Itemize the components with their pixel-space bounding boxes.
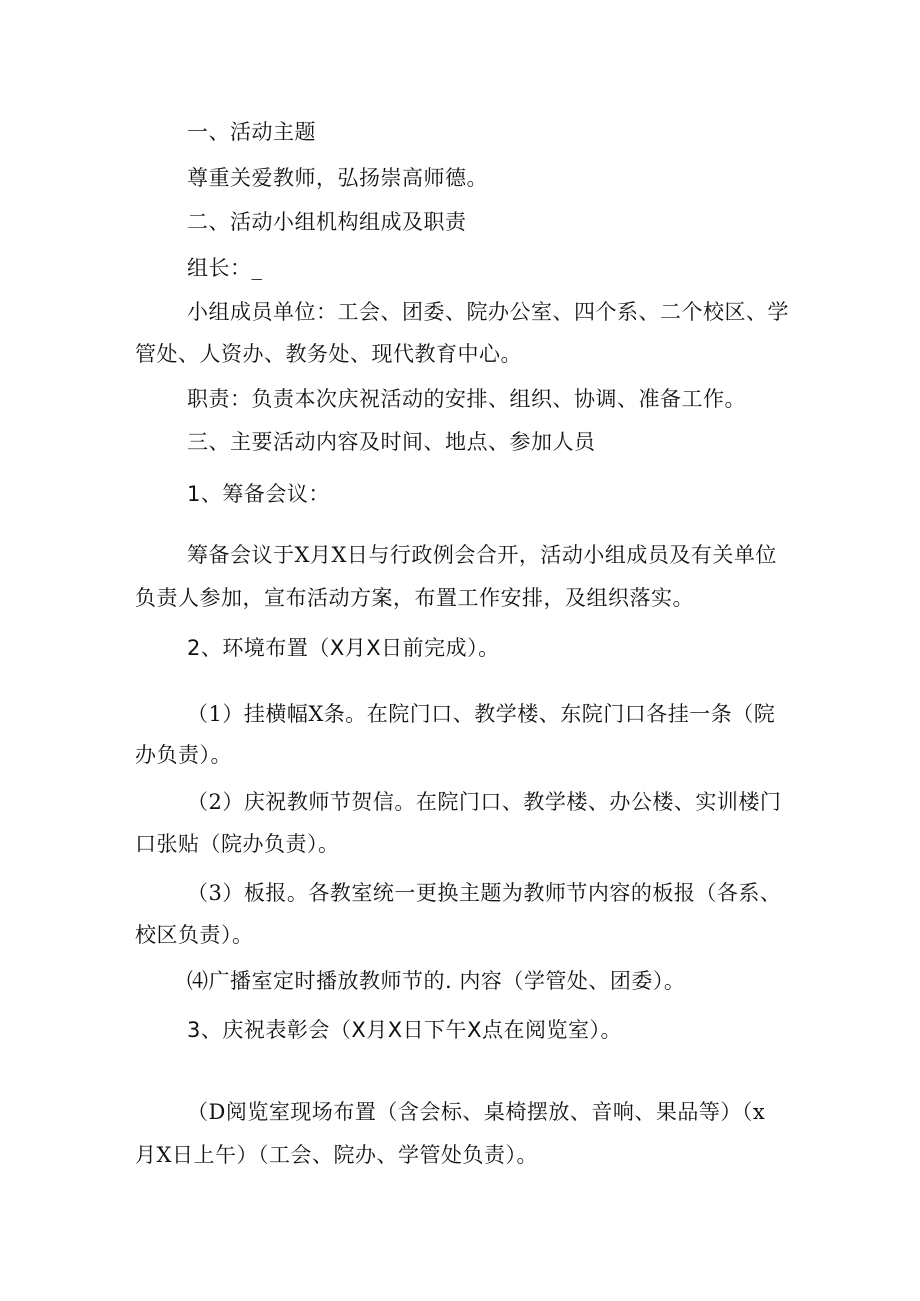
sub-item-banner-line-2: 办负责）。 <box>135 743 232 767</box>
sub-item-board-line-2: 校区负责）。 <box>135 923 254 947</box>
sub-item-broadcast: ⑷广播室定时播放教师节的. 内容（学管处、团委）。 <box>187 969 686 993</box>
sub-item-letter-line-1: （2）庆祝教师节贺信。在院门口、教学楼、办公楼、实训楼门 <box>187 790 782 814</box>
members-line-1: 小组成员单位：工会、团委、院办公室、四个系、二个校区、学 <box>187 300 789 324</box>
sub-item-venue-line-2: 月X日上午）（工会、院办、学管处负责）。 <box>135 1143 538 1167</box>
theme-text: 尊重关爱教师，弘扬崇高师德。 <box>187 166 488 190</box>
sub-item-banner-line-1: （1）挂横幅X条。在院门口、教学楼、东院门口各挂一条（院 <box>187 702 776 726</box>
heading-activity-theme: 一、活动主题 <box>187 120 316 144</box>
sub-item-letter-line-2: 口张贴（院办负责）。 <box>135 832 340 856</box>
item-prep-meeting: 1、筹备会议： <box>187 482 330 506</box>
sub-item-board-line-1: （3）板报。各教室统一更换主题为教师节内容的板报（各系、 <box>187 881 782 905</box>
item-environment-setup: 2、环境布置（X月X日前完成）。 <box>187 636 500 660</box>
members-line-2: 管处、人资办、教务处、现代教育中心。 <box>135 342 522 366</box>
prep-meeting-line-2: 负责人参加，宣布活动方案，布置工作安排，及组织落实。 <box>135 586 694 610</box>
duties-line: 职责：负责本次庆祝活动的安排、组织、协调、准备工作。 <box>187 387 746 411</box>
heading-organization: 二、活动小组机构组成及职责 <box>187 210 467 234</box>
item-celebration-meeting: 3、庆祝表彰会（X月X日下午X点在阅览室）。 <box>187 1018 623 1042</box>
sub-item-venue-line-1: （D阅览室现场布置（含会标、桌椅摆放、音响、果品等）（x <box>187 1100 766 1124</box>
group-leader-line: 组长：_ <box>187 256 263 280</box>
heading-main-activities: 三、主要活动内容及时间、地点、参加人员 <box>187 430 596 454</box>
prep-meeting-line-1: 筹备会议于X月X日与行政例会合开，活动小组成员及有关单位 <box>187 543 777 567</box>
